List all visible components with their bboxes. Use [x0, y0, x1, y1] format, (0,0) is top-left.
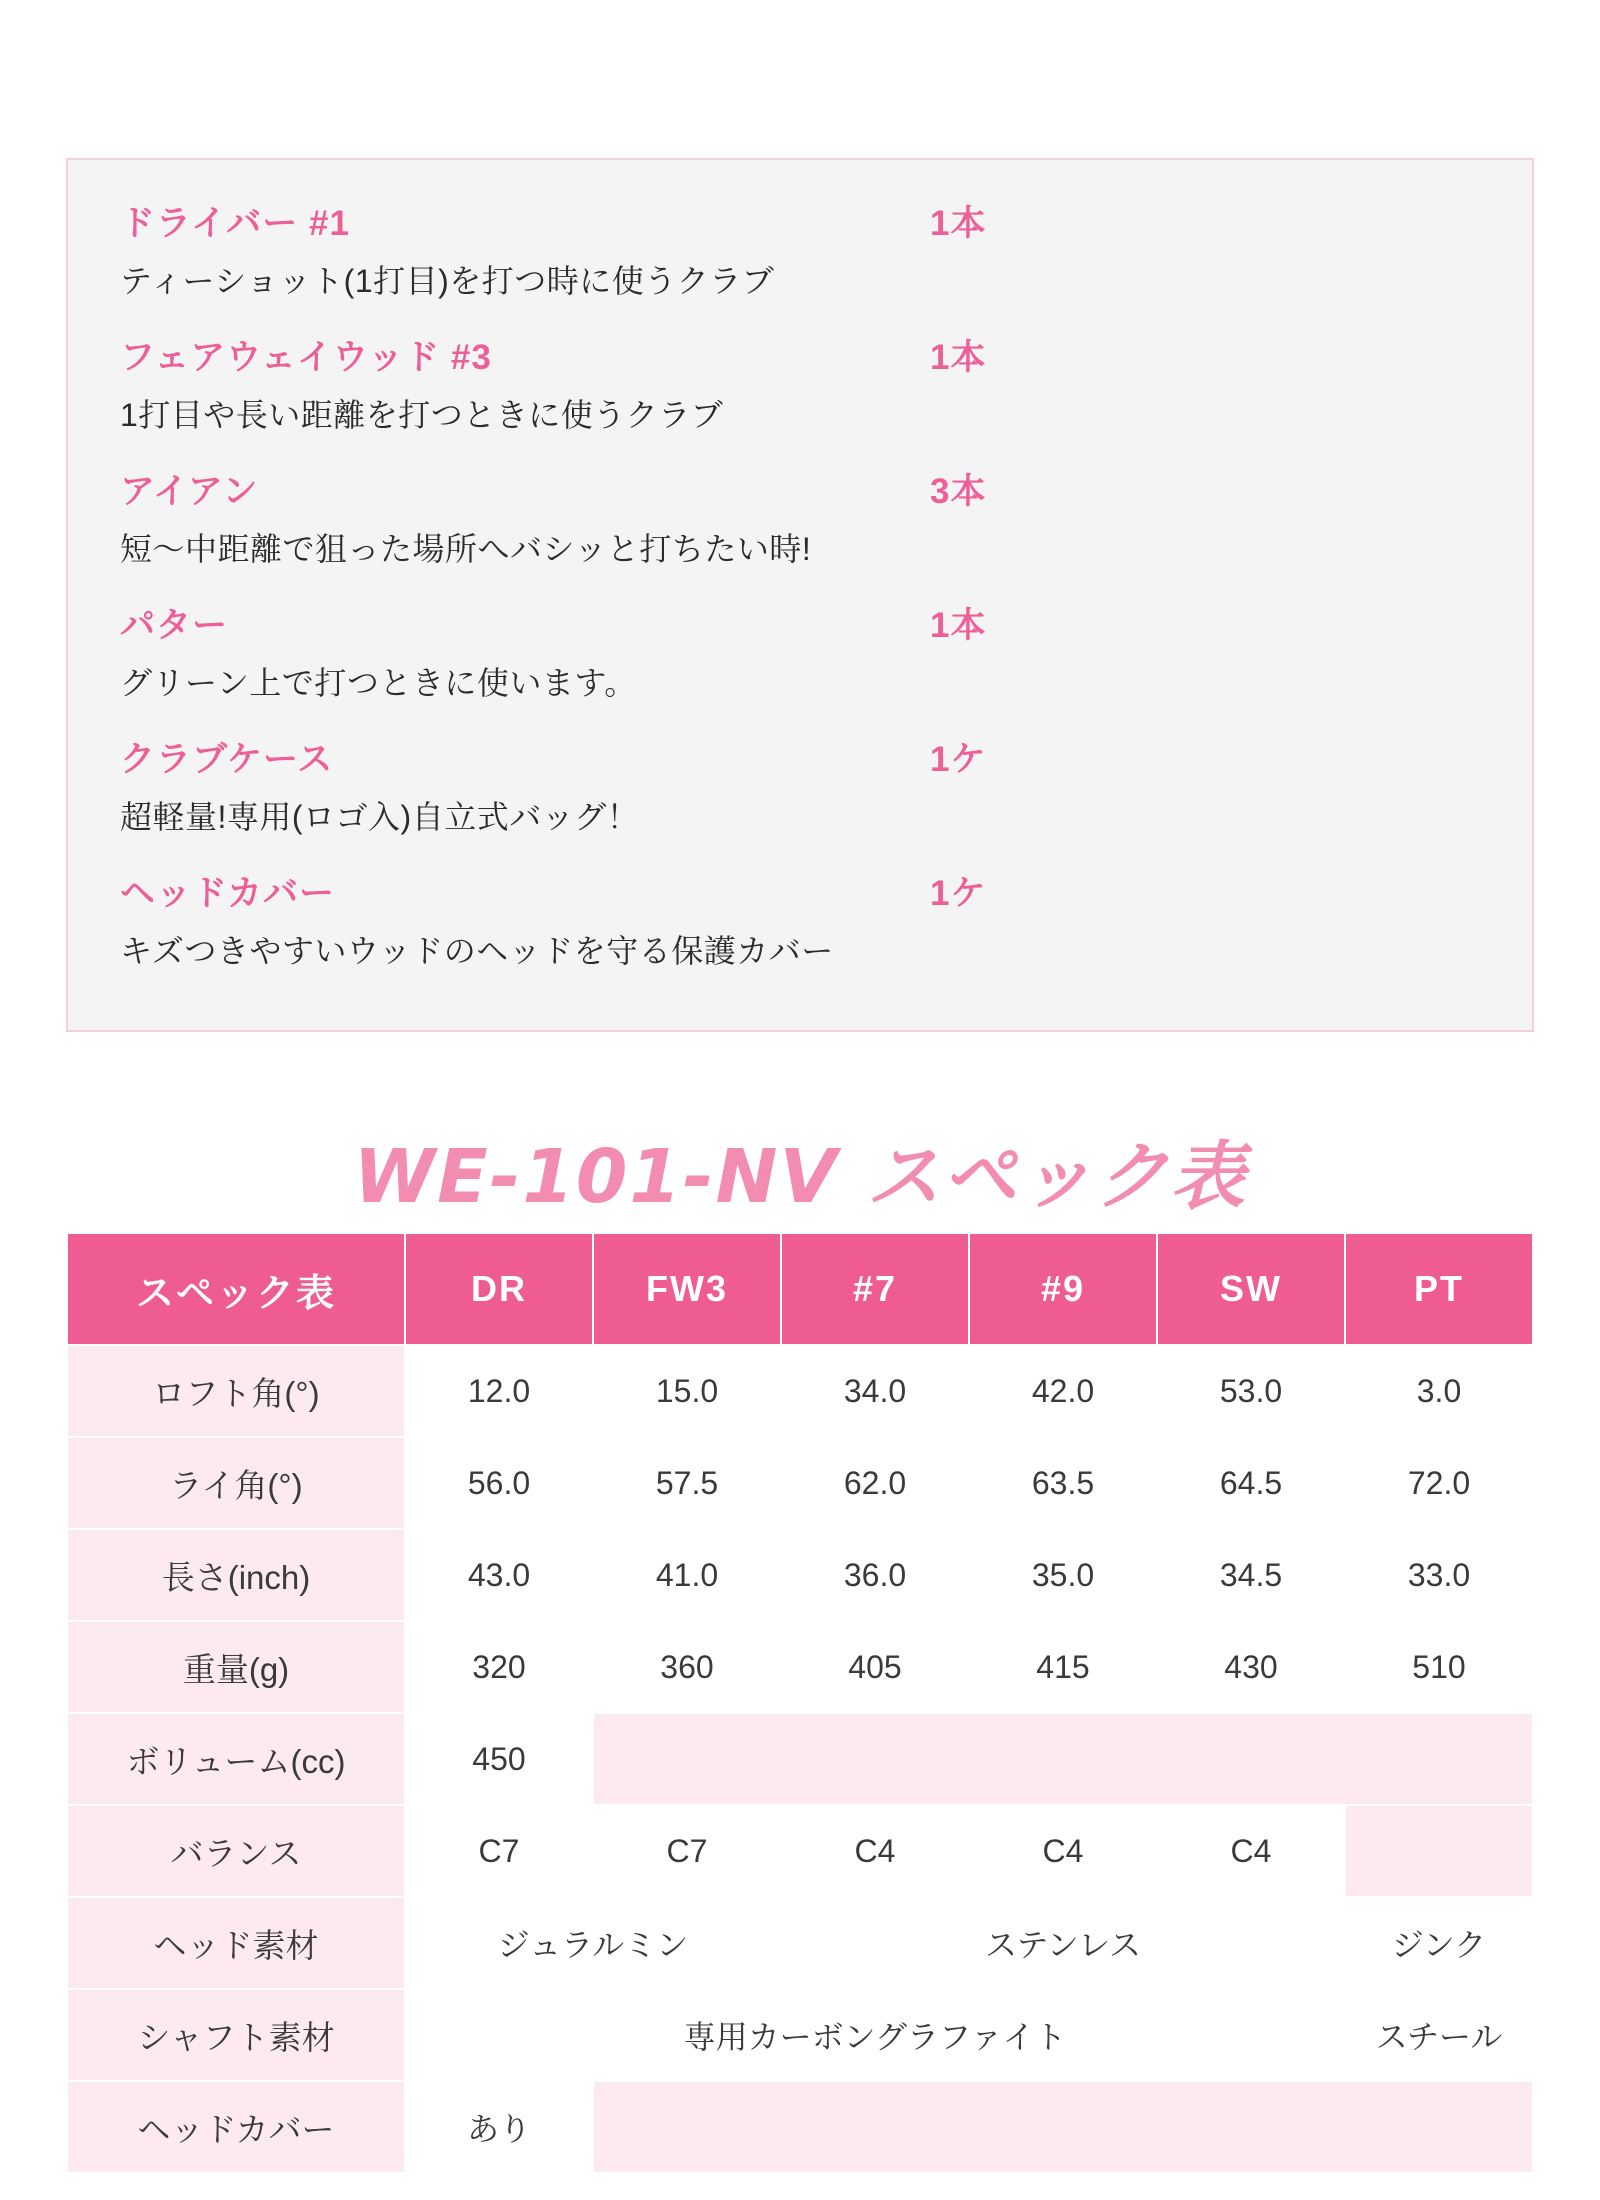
- spec-column-header: #9: [969, 1233, 1157, 1345]
- table-row: [67, 1897, 1533, 1989]
- spec-column-header: DR: [405, 1233, 593, 1345]
- spec-cell: 62.0: [781, 1437, 969, 1529]
- spec-cell: 320: [405, 1621, 593, 1713]
- club-set-item-name: ドライバー #1: [120, 204, 350, 243]
- spec-table: [66, 1232, 1534, 2174]
- spec-cell: ジュラルミン: [405, 1897, 781, 1989]
- table-row: [67, 1713, 1533, 1805]
- spec-row-label: バランス: [67, 1805, 405, 1897]
- spec-table-body: [67, 1345, 1533, 2173]
- table-row: [67, 1345, 1533, 1437]
- spec-cell: C4: [969, 1805, 1157, 1897]
- spec-cell: 63.5: [969, 1437, 1157, 1529]
- spec-cell: スチール: [1345, 1989, 1533, 2081]
- club-set-item-name: フェアウェイウッド #3: [120, 338, 492, 377]
- club-set-item: [120, 464, 1484, 570]
- club-set-item-quantity: 3本: [930, 472, 987, 511]
- spec-column-header: PT: [1345, 1233, 1533, 1345]
- club-set-item-head: [120, 866, 1484, 916]
- table-row: [67, 1529, 1533, 1621]
- spec-column-header: #7: [781, 1233, 969, 1345]
- spec-cell: 12.0: [405, 1345, 593, 1437]
- spec-cell: ジンク: [1345, 1897, 1533, 1989]
- spec-cell: 42.0: [969, 1345, 1157, 1437]
- club-set-item-head: [120, 598, 1484, 648]
- club-set-item-quantity: 1ケ: [930, 874, 987, 913]
- spec-cell: 41.0: [593, 1529, 781, 1621]
- spec-row-label: シャフト素材: [67, 1989, 405, 2081]
- spec-cell: 57.5: [593, 1437, 781, 1529]
- spec-table-container: [66, 1232, 1534, 2174]
- club-set-item-quantity: 1本: [930, 204, 987, 243]
- spec-cell: ステンレス: [781, 1897, 1345, 1989]
- spec-cell: 360: [593, 1621, 781, 1713]
- spec-cell: 15.0: [593, 1345, 781, 1437]
- spec-row-label: 重量(g): [67, 1621, 405, 1713]
- club-set-item-head: [120, 464, 1484, 514]
- spec-cell: 64.5: [1157, 1437, 1345, 1529]
- spec-cell: 33.0: [1345, 1529, 1533, 1621]
- club-set-item-name: パター: [120, 606, 229, 645]
- spec-cell: 405: [781, 1621, 969, 1713]
- club-set-item-head: [120, 330, 1484, 380]
- club-set-list: [68, 160, 1532, 972]
- spec-cell: あり: [405, 2081, 593, 2173]
- spec-cell: 430: [1157, 1621, 1345, 1713]
- spec-cell: 415: [969, 1621, 1157, 1713]
- club-set-item: [120, 866, 1484, 972]
- club-set-item-quantity: 1本: [930, 606, 987, 645]
- spec-row-label: 長さ(inch): [67, 1529, 405, 1621]
- spec-cell: 450: [405, 1713, 593, 1805]
- club-set-item-description: 超軽量!専用(ロゴ入)自立式バッグ！: [120, 799, 640, 835]
- table-row: [67, 2081, 1533, 2173]
- spec-cell: 72.0: [1345, 1437, 1533, 1529]
- spec-row-label: ヘッドカバー: [67, 2081, 405, 2173]
- club-set-item-name: ヘッドカバー: [120, 874, 335, 913]
- spec-table-title: WE-101-NV スペック表: [353, 1133, 1247, 1220]
- club-set-item-description: キズつきやすいウッドのヘッドを守る保護カバー: [120, 933, 834, 969]
- spec-cell: 53.0: [1157, 1345, 1345, 1437]
- club-set-item: [120, 196, 1484, 302]
- table-row: [67, 1621, 1533, 1713]
- club-set-item-head: [120, 732, 1484, 782]
- spec-cell: C7: [593, 1805, 781, 1897]
- spec-cell: 56.0: [405, 1437, 593, 1529]
- club-set-item-name: クラブケース: [120, 740, 334, 779]
- club-set-item-head: [120, 196, 1484, 246]
- club-set-item: [120, 732, 1484, 838]
- table-row: [67, 1989, 1533, 2081]
- spec-row-label: ヘッド素材: [67, 1897, 405, 1989]
- spec-cell-empty: [593, 2081, 1533, 2173]
- spec-cell: 34.5: [1157, 1529, 1345, 1621]
- spec-row-label: ボリューム(cc): [67, 1713, 405, 1805]
- spec-cell-empty: [593, 1713, 1533, 1805]
- spec-cell: 35.0: [969, 1529, 1157, 1621]
- spec-cell: 専用カーボングラファイト: [405, 1989, 1345, 2081]
- spec-row-label: ライ角(°): [67, 1437, 405, 1529]
- spec-cell: 43.0: [405, 1529, 593, 1621]
- spec-column-header: FW3: [593, 1233, 781, 1345]
- table-row: [67, 1805, 1533, 1897]
- club-set-item-description: ティーショット(1打目)を打つ時に使うクラブ: [120, 263, 775, 299]
- club-set-item: [120, 598, 1484, 704]
- spec-cell: C4: [781, 1805, 969, 1897]
- club-set-item-quantity: 1ケ: [930, 740, 987, 779]
- spec-cell: 34.0: [781, 1345, 969, 1437]
- club-set-item-name: アイアン: [120, 472, 259, 511]
- club-set-item: [120, 330, 1484, 436]
- spec-cell-empty: [1345, 1805, 1533, 1897]
- club-set-item-description: グリーン上で打つときに使います。: [120, 665, 637, 701]
- spec-cell: 36.0: [781, 1529, 969, 1621]
- club-set-panel: [66, 158, 1534, 1032]
- spec-table-header: [67, 1233, 1533, 1345]
- spec-column-header-label: スペック表: [67, 1233, 405, 1345]
- spec-row-label: ロフト角(°): [67, 1345, 405, 1437]
- club-set-item-description: 短〜中距離で狙った場所へバシッと打ちたい時!: [120, 531, 812, 567]
- spec-cell: 3.0: [1345, 1345, 1533, 1437]
- club-set-item-description: 1打目や長い距離を打つときに使うクラブ: [120, 397, 724, 433]
- spec-cell: C7: [405, 1805, 593, 1897]
- spec-column-header: SW: [1157, 1233, 1345, 1345]
- spec-cell: C4: [1157, 1805, 1345, 1897]
- spec-cell: 510: [1345, 1621, 1533, 1713]
- club-set-item-quantity: 1本: [930, 338, 987, 377]
- table-header-row: [67, 1233, 1533, 1345]
- table-row: [67, 1437, 1533, 1529]
